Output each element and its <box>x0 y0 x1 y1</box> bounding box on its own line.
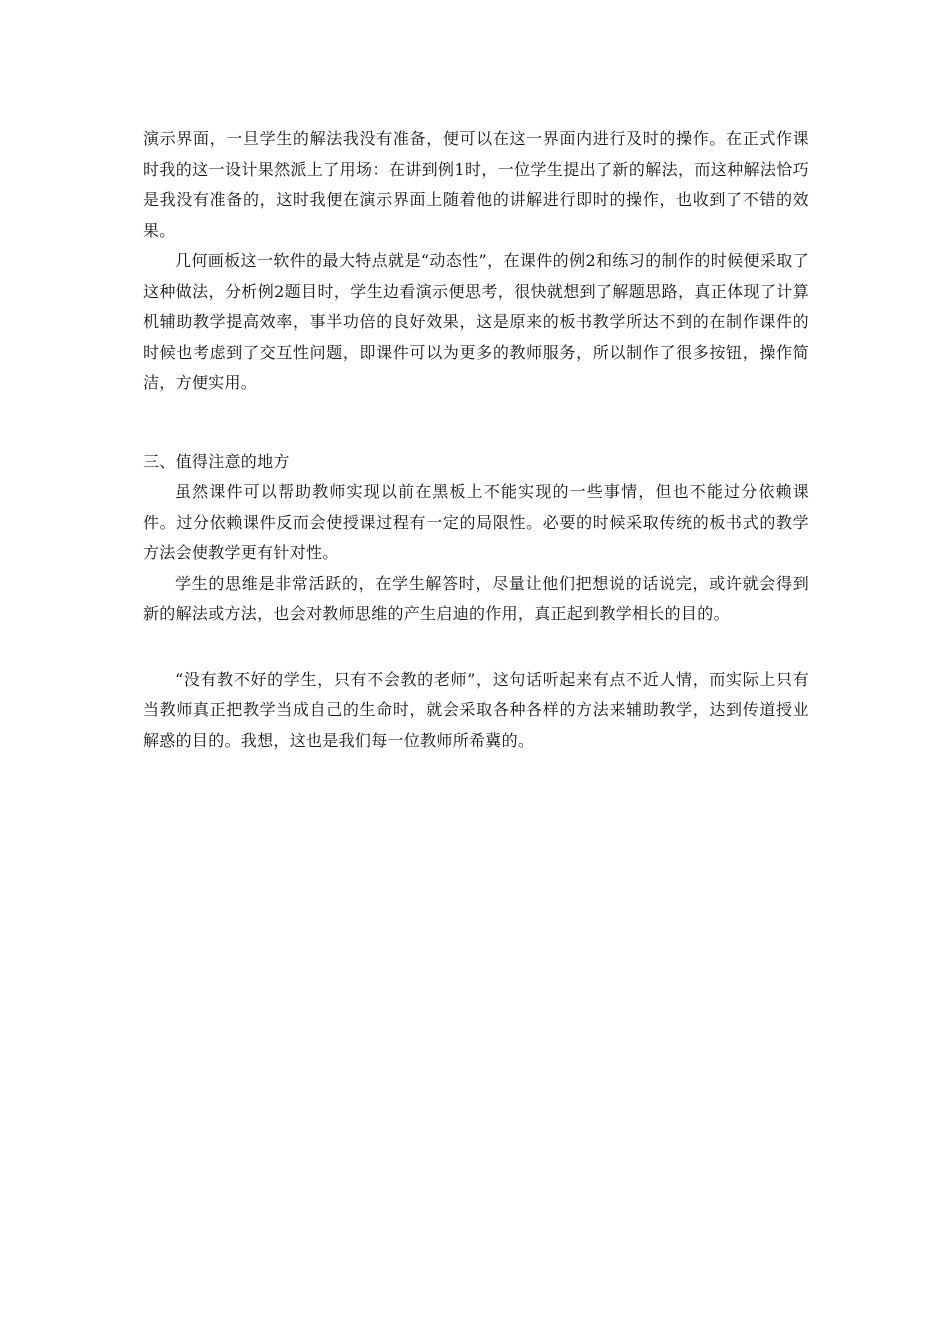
body-paragraph-student-thinking: 学生的思维是非常活跃的，在学生解答时，尽量让他们把想说的话说完，或许就会得到新的解法或方法，也会对教师思维的产生启迪的作用，真正起到教学相长的目的。 <box>143 573 809 623</box>
body-paragraph-dynamic-feature: 几何画板这一软件的最大特点就是“动态性”，在课件的例2和练习的制作的时候便采取了这种做法，分析例2题目时，学生边看演示便思考，很快就想到了解题思路，真正体现了计算机辅助教学提高效率，事半功倍的良好效果，这是原来的板书教学所达不到的在制作课件的时候也考虑到了交互性问题，即课件可以为更多的教师服务，所以制作了很多按钮，操作简洁，方便实用。 <box>143 251 809 392</box>
closing-paragraph: “没有教不好的学生，只有不会教的老师”，这句话听起来有点不近人情，而实际上只有当教师真正把教学当成自己的生命时，就会采取各种各样的方法来辅助教学，达到传道授业解惑的目的。我想，这也是我们每一位教师所希冀的。 <box>143 669 809 750</box>
paragraph-spacer <box>143 399 809 447</box>
body-paragraph-caution: 虽然课件可以帮助教师实现以前在黑板上不能实现的一些事情，但也不能过分依赖课件。过分依赖课件反而会使授课过程有一定的局限性。必要的时候采取传统的板书式的教学方法会使教学更有针对性。 <box>143 482 809 562</box>
body-paragraph-continuation: 演示界面，一旦学生的解法我没有准备，便可以在这一界面内进行及时的操作。在正式作课时我的这一设计果然派上了用场：在讲到例1时，一位学生提出了新的解法，而这种解法恰巧是我没有准备的，这时我便在演示界面上随着他的讲解进行即时的操作，也收到了不错的效果。 <box>143 129 809 240</box>
section-heading: 三、值得注意的地方 <box>143 451 290 471</box>
paragraph-spacer <box>143 630 809 665</box>
document-body <box>143 124 809 756</box>
